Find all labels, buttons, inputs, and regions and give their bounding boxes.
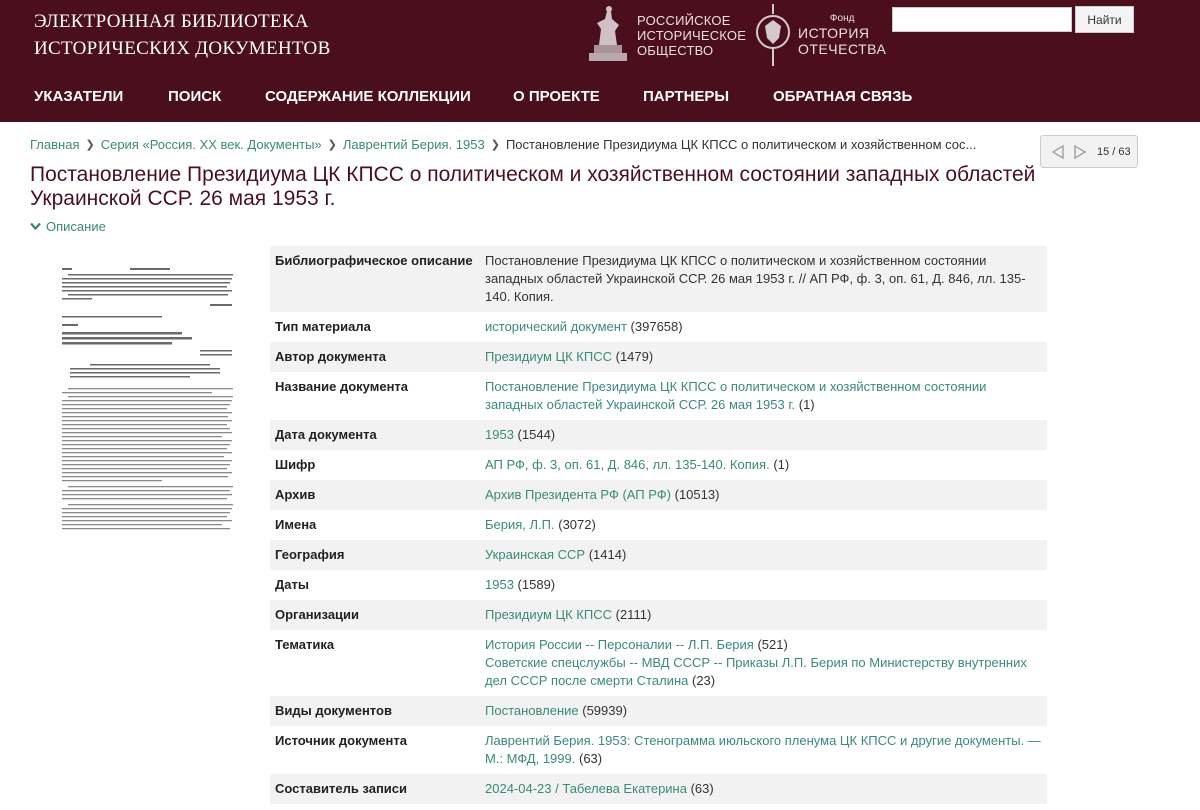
site-title-line1: ЭЛЕКТРОННАЯ БИБЛИОТЕКА [34,11,309,32]
metadata-table [270,246,1047,804]
field-label: Дата документа [275,427,377,442]
rio-line3: ОБЩЕСТВО [637,42,714,58]
rio-logo[interactable] [585,2,746,68]
field-link[interactable]: Берия, Л.П. [485,517,555,532]
field-link[interactable]: АП РФ, ф. 3, оп. 61, Д. 846, лл. 135-140. Копия. [485,457,770,472]
field-label: Тип материала [275,319,371,334]
table-row [270,450,1047,480]
document-page-image [60,264,238,534]
rio-line2: ИСТОРИЧЕСКОЕ [637,27,747,43]
next-arrow-icon[interactable] [1069,141,1091,163]
table-row [270,312,1047,342]
field-link[interactable]: исторический документ [485,319,627,334]
field-label: Шифр [275,457,316,472]
search-input[interactable] [892,7,1072,32]
field-link[interactable]: 2024-04-23 / Табелева Екатерина [485,781,687,796]
fond-small: Фонд [829,13,855,24]
field-link[interactable]: Лаврентий Берия. 1953: Стенограмма июльского пленума ЦК КПСС и другие документы. — М.: МФД, 1999. [485,733,1041,766]
previous-arrow-icon[interactable] [1047,141,1069,163]
table-row [270,774,1047,804]
pager-count: 15 / 63 [1097,145,1131,158]
search-button[interactable]: Найти [1075,6,1134,33]
field-label: Имена [275,517,317,532]
page-title: Постановление Президиума ЦК КПСС о политическом и хозяйственном состоянии западных областей Украинской ССР. 26 мая 1953 г. [30,163,1036,210]
breadcrumb-series[interactable]: Серия «Россия. XX век. Документы» [100,137,322,152]
field-count: (63) [578,751,603,766]
table-row [270,372,1047,420]
monument-icon [585,5,631,65]
table-row [270,480,1047,510]
chevron-right-icon: ❯ [490,139,500,151]
breadcrumb [30,137,976,152]
field-label: Архив [275,487,316,502]
field-link[interactable]: 1953 [485,577,514,592]
field-label: География [275,547,345,562]
field-count: (59939) [582,703,628,718]
description-toggle[interactable] [30,219,106,234]
field-link[interactable]: 1953 [485,427,514,442]
table-row [270,630,1047,696]
chevron-right-icon: ❯ [85,139,95,151]
field-count: (1) [773,457,790,472]
site-header [0,0,1200,122]
table-row [270,570,1047,600]
table-row [270,420,1047,450]
rio-logo-text [637,13,746,58]
coat-of-arms-icon [752,2,794,68]
rio-line1: РОССИЙСКОЕ [637,12,731,28]
main-nav [0,72,1200,122]
fond-logo[interactable] [752,0,886,70]
field-label: Тематика [275,637,335,652]
field-link[interactable]: Постановление [485,703,579,718]
site-title[interactable] [34,8,331,62]
description-toggle-label: Описание [46,219,106,234]
field-link[interactable]: Президиум ЦК КПСС [485,607,612,622]
chevron-right-icon: ❯ [327,139,337,151]
field-count: (2111) [615,607,652,622]
document-thumbnail[interactable] [60,264,238,534]
field-label: Виды документов [275,703,392,718]
field-label: Автор документа [275,349,386,364]
field-count: (521) [757,637,788,652]
table-row [270,510,1047,540]
table-row [270,696,1047,726]
table-row [270,342,1047,372]
breadcrumb-current: Постановление Президиума ЦК КПСС о политическом и хозяйственном сос... [505,137,977,152]
field-link[interactable]: Президиум ЦК КПСС [485,349,612,364]
site-title-line2: ИСТОРИЧЕСКИХ ДОКУМЕНТОВ [34,38,331,59]
field-count: (397658) [630,319,683,334]
field-label: Составитель записи [275,781,408,796]
document-pager [1040,135,1138,168]
table-row [270,726,1047,774]
field-link[interactable]: История России -- Персоналии -- Л.П. Берия [485,637,754,652]
field-count: (1414) [588,547,627,562]
field-link[interactable]: Советские спецслужбы -- МВД СССР -- Приказы Л.П. Берия по Министерству внутренних дел СССР после смерти Сталина [485,655,1027,688]
field-label: Библиографическое описание [275,253,473,268]
field-label: Организации [275,607,360,622]
field-count: (1589) [517,577,556,592]
field-count: (1479) [615,349,654,364]
fond-logo-text [798,13,886,57]
field-count: (23) [691,673,716,688]
nav-collection-contents[interactable]: СОДЕРЖАНИЕ КОЛЛЕКЦИИ [265,88,471,105]
nav-search[interactable]: ПОИСК [168,88,222,105]
field-link[interactable]: Украинская ССР [485,547,586,562]
table-row [270,540,1047,570]
field-count: (3072) [558,517,596,532]
field-label: Источник документа [275,733,407,748]
chevron-down-icon [30,222,41,231]
field-label: Даты [275,577,309,592]
table-row [270,246,1047,312]
field-count: (63) [690,781,714,796]
field-link[interactable]: Постановление Президиума ЦК КПСС о политическом и хозяйственном состоянии западных областей Украинской ССР. 26 мая 1953 г. [485,379,987,412]
field-label: Название документа [275,379,409,394]
breadcrumb-home[interactable]: Главная [30,137,80,152]
fond-line2: ОТЕЧЕСТВА [798,41,887,57]
nav-about[interactable]: О ПРОЕКТЕ [513,88,600,105]
field-value: Постановление Президиума ЦК КПСС о политическом и хозяйственном состоянии западных областей Украинской ССР. 26 мая 1953 г. // АП РФ, ф. 3, оп. 61, Д. 846, лл. 135-140. Копия. [485,253,1026,304]
field-link[interactable]: Архив Президента РФ (АП РФ) [485,487,671,502]
nav-partners[interactable]: ПАРТНЕРЫ [643,88,730,105]
breadcrumb-book[interactable]: Лаврентий Берия. 1953 [342,137,485,152]
field-count: (10513) [674,487,720,502]
field-count: (1) [798,397,815,412]
table-row [270,600,1047,630]
nav-indexes[interactable]: УКАЗАТЕЛИ [34,88,124,105]
fond-line1: ИСТОРИЯ [798,25,870,41]
field-count: (1544) [517,427,556,442]
nav-feedback[interactable]: ОБРАТНАЯ СВЯЗЬ [773,88,913,105]
